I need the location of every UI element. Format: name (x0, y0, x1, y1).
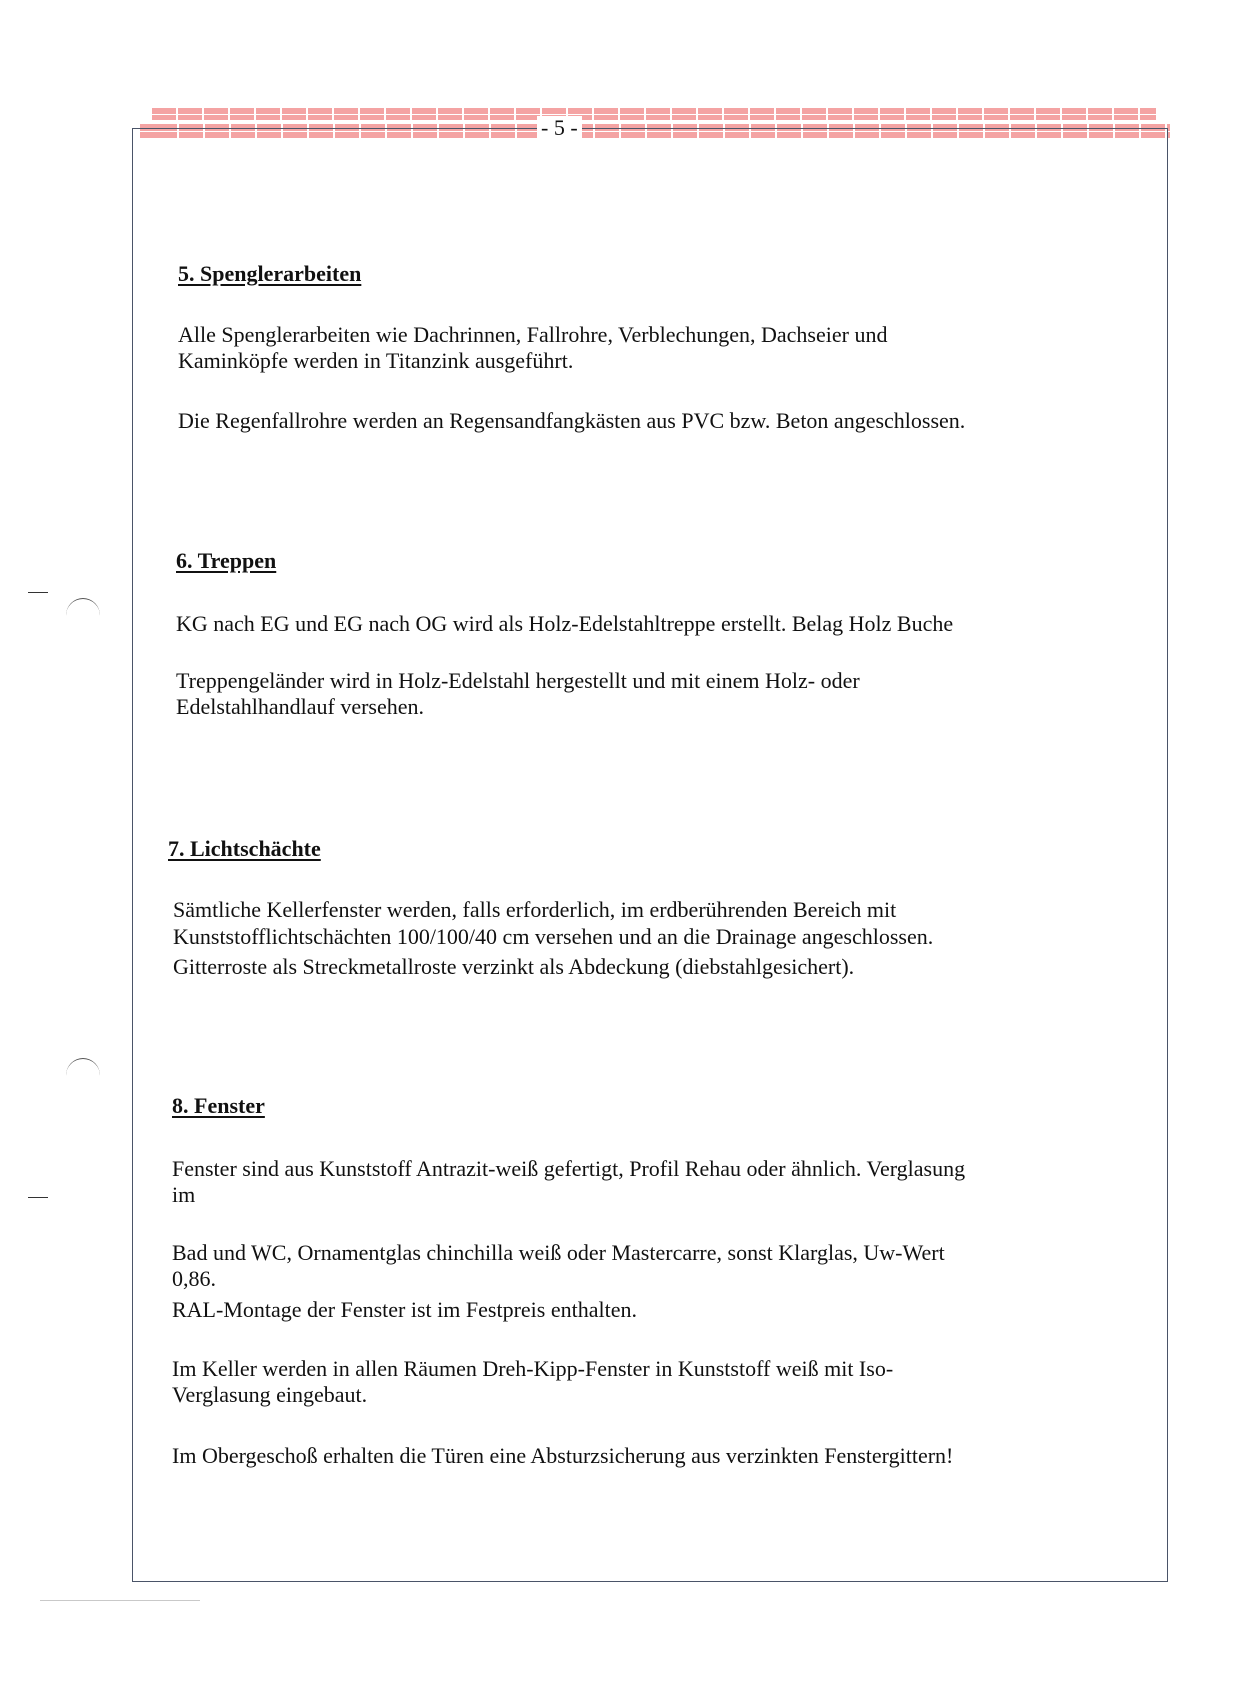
paragraph-line: Alle Spenglerarbeiten wie Dachrinnen, Fallrohre, Verblechungen, Dachseier und (178, 322, 888, 347)
paragraph-line: Die Regenfallrohre werden an Regensandfangkästen aus PVC bzw. Beton angeschlossen. (178, 408, 966, 433)
paragraph-line: Fenster sind aus Kunststoff Antrazit-weiß gefertigt, Profil Rehau oder ähnlich. Verglasung (172, 1156, 966, 1181)
paragraph-line: Bad und WC, Ornamentglas chinchilla weiß oder Mastercarre, sonst Klarglas, Uw-Wert (172, 1240, 945, 1265)
paragraph-line: KG nach EG und EG nach OG wird als Holz-Edelstahltreppe erstellt. Belag Holz Buche (176, 611, 954, 636)
paragraph-line: Verglasung eingebaut. (172, 1382, 368, 1407)
margin-mark (28, 1197, 48, 1198)
paragraph-line: Edelstahlhandlauf versehen. (176, 694, 425, 719)
paragraph-line: Im Keller werden in allen Räumen Dreh-Kipp-Fenster in Kunststoff weiß mit Iso- (172, 1356, 894, 1381)
margin-mark (28, 592, 48, 593)
paragraph-line: Kaminköpfe werden in Titanzink ausgeführt. (178, 348, 574, 373)
paragraph-line: Gitterroste als Streckmetallroste verzinkt als Abdeckung (diebstahlgesichert). (173, 954, 855, 979)
section-heading: 7. Lichtschächte (168, 836, 321, 861)
paragraph-line: Sämtliche Kellerfenster werden, falls erforderlich, im erdberührenden Bereich mit (173, 897, 897, 922)
punch-hole (66, 1058, 100, 1093)
page-number: - 5 - (537, 116, 582, 140)
paragraph-line: 0,86. (172, 1266, 216, 1291)
paragraph-line: RAL-Montage der Fenster ist im Festpreis enthalten. (172, 1297, 637, 1322)
paragraph-line: Im Obergeschoß erhalten die Türen eine Absturzsicherung aus verzinkten Fenstergittern! (172, 1443, 954, 1468)
punch-hole (66, 598, 100, 633)
section-heading: 6. Treppen (176, 548, 277, 573)
paragraph-line: Treppengeländer wird in Holz-Edelstahl hergestellt und mit einem Holz- oder (176, 668, 860, 693)
header-decoration-top (152, 108, 1156, 120)
section-heading: 5. Spenglerarbeiten (178, 261, 362, 286)
scan-artifact (40, 1600, 200, 1601)
section-heading: 8. Fenster (172, 1093, 265, 1118)
paragraph-line: im (172, 1182, 196, 1207)
paragraph-line: Kunststofflichtschächten 100/100/40 cm versehen und an die Drainage angeschlossen. (173, 924, 934, 949)
